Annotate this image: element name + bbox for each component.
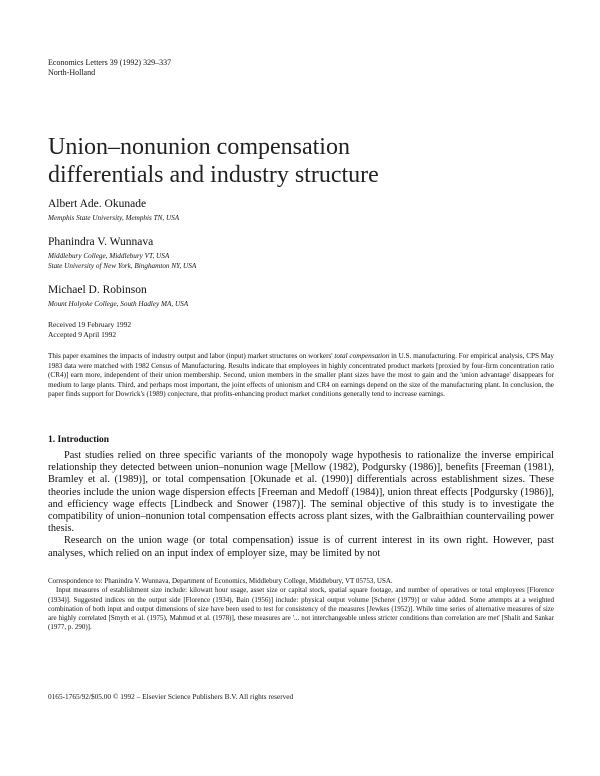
title-line-1: Union–nonunion compensation xyxy=(48,134,350,160)
author-name: Albert Ade. Okunade xyxy=(48,198,147,210)
received-date: Received 19 February 1992 xyxy=(48,320,132,329)
footnotes xyxy=(48,577,554,633)
author-affiliation: Memphis State University, Memphis TN, USA xyxy=(48,214,180,222)
abstract xyxy=(48,352,554,400)
journal-header xyxy=(48,58,171,78)
author-name: Phanindra V. Wunnava xyxy=(48,236,154,248)
title-line-2: differentials and industry structure xyxy=(48,162,379,188)
abstract-text-before: This paper examines the impacts of industry output and labor (input) market structures on workers' xyxy=(48,352,335,360)
accepted-date: Accepted 9 April 1992 xyxy=(48,330,117,339)
journal-publisher: North-Holland xyxy=(48,68,96,77)
intro-paragraph-2: Research on the union wage (or total compensation) issue is of current interest in its own right. However, past analyses, which relied on an input index of employer size, may be limited by not xyxy=(48,535,554,559)
received-accepted-dates xyxy=(48,320,131,340)
intro-paragraph-1: Past studies relied on three specific variants of the monopoly wage hypothesis to rationalize the inverse empirical relationship they detected between union–nonunion wage [Mellow (1982), Podgursky (1986)], benefits [Freeman (1981), Bramley et al. (1989)], or total compensation [Okunade et al. (1990)] differentials across establishment sizes. These theories include the union wage dispersion effects [Freeman and Medoff (1984)], union threat effects [Podgursky (1986)], and efficiency wage effects [Lindbeck and Snower (1987)]. The seminal objective of this study is to investigate the compatibility of union–nonunion total compensation effects across plant sizes, with the Galbraithian countervailing power thesis. xyxy=(48,450,554,535)
author-block-1 xyxy=(48,197,179,223)
footnote-1: Input measures of establishment size include: kilowatt hour usage, asset size or capital stock, spatial square footage, and number of operatives or total employees [Florence (1934)]. Suggested indices on the output side [Florence (1934), Bain (1956)] include: physical output volume [Scherer (1979)] or value added. Some attempts at a weighted combination of both input and output dimensions of size have been used to test for consistency of the measures [Jewkes (1952)]. While time series of alternative measures of size are highly correlated [Smyth et al. (1975), Mahmud et al. (1978)], these measures are '... not interchangeable unless stricter conditions than correlation are met' [Shalit and Sankar (1977, p. 290)]. xyxy=(48,586,554,632)
paper-title xyxy=(48,133,379,189)
section-heading: 1. Introduction xyxy=(48,435,110,445)
abstract-text-after: in U.S. manufacturing. For empirical analysis, CPS May 1983 data were matched with 1982 Census of Manufacturing. Results indicate that employees in highly concentrated product markets [proxied by four-firm concentration ratio (CR4)] earn more, independent of their union membership. Second, union members in the smaller plant sizes have the most to gain and the 'union advantage' disappears for medium to large plants. Third, and perhaps most important, the joint effects of unionism and CR4 on earnings depend on the size of the manufacturing plant. In conclusion, the paper finds support for Dowrick's (1989) conjecture, that profits-enhancing product market conditions generally tend to increase earnings. xyxy=(48,352,554,398)
author-name: Michael D. Robinson xyxy=(48,284,147,296)
copyright-line: 0165-1765/92/$05.00 © 1992 – Elsevier Science Publishers B.V. All rights reserved xyxy=(48,692,294,701)
author-block-2 xyxy=(48,235,196,271)
author-affiliation: Middlebury College, Middlebury VT, USA xyxy=(48,252,170,260)
correspondence-note: Correspondence to: Phanindra V. Wunnava, Department of Economics, Middlebury College, Middlebury, VT 05753, USA. xyxy=(48,577,393,585)
author-affiliation: Mount Holyoke College, South Hadley MA, USA xyxy=(48,300,189,308)
abstract-emphasis: total compensation xyxy=(334,352,390,360)
author-affiliation: State University of New York, Binghamton NY, USA xyxy=(48,262,197,270)
introduction-body xyxy=(48,450,554,560)
author-block-3 xyxy=(48,283,188,309)
journal-citation: Economics Letters 39 (1992) 329–337 xyxy=(48,58,172,67)
